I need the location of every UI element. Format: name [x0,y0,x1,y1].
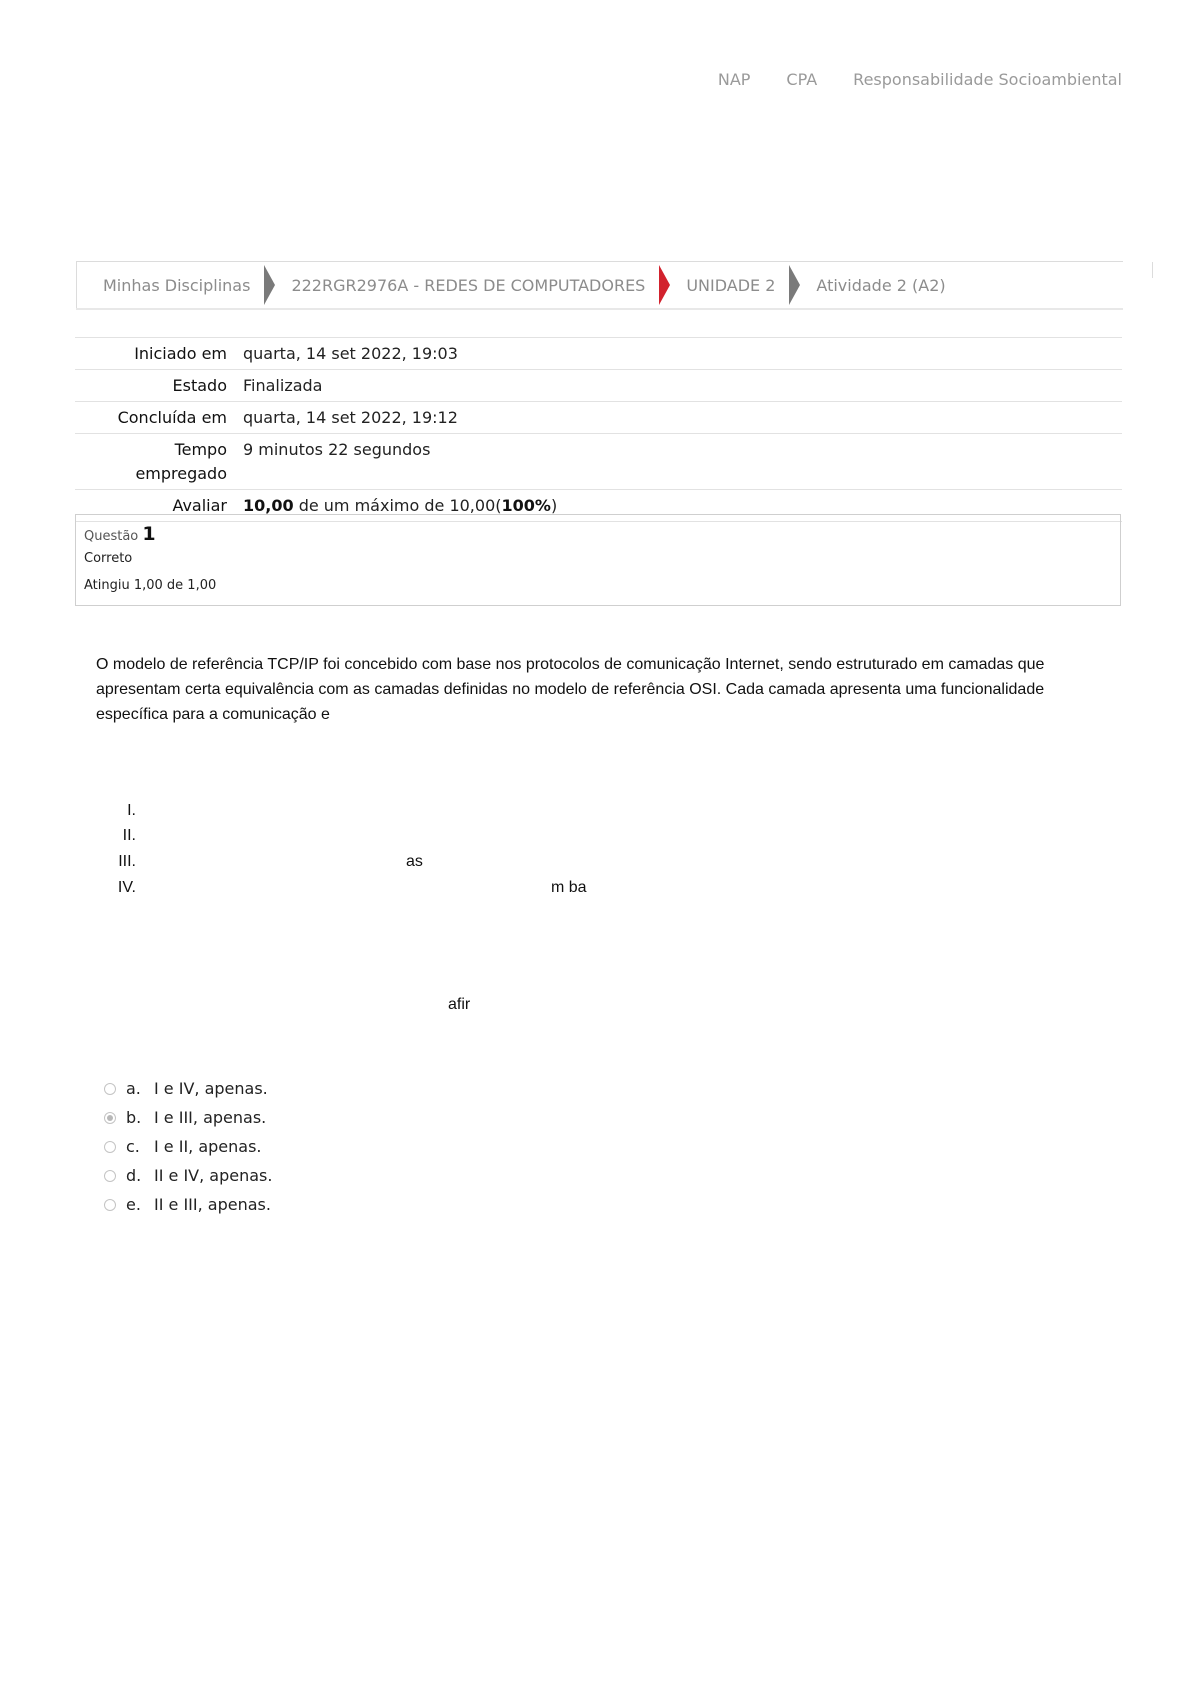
answer-text: II e IV, apenas. [154,1166,273,1185]
summary-row-completed [75,402,1122,434]
question-text: O modelo de referência TCP/IP foi concebido com base nos protocolos de comunicação Internet, sendo estruturado em camadas que apresentam certa equivalência com as camadas definidas no modelo de referência OSI. Cada camada apresenta uma funcionalidade específica para a comunicação e [96,656,1045,723]
answer-letter: d. [126,1166,142,1185]
question-number [84,523,1112,545]
breadcrumb-separator-icon [264,265,275,305]
statement-number: IV. [117,879,136,896]
radio-button[interactable] [104,1199,116,1211]
nav-link-responsabilidade-socioambiental[interactable]: Responsabilidade Socioambiental [853,70,1122,89]
statement-text: as [406,853,423,870]
answer-option-b[interactable] [104,1103,272,1132]
question-status: Correto [84,551,133,566]
grade-percent: 100% [501,496,551,515]
breadcrumb-item-course[interactable]: 222RGR2976A - REDES DE COMPUTADORES [291,275,646,295]
radio-button[interactable] [104,1170,116,1182]
answer-option-e[interactable] [104,1190,272,1219]
breadcrumb-separator-icon [659,265,670,305]
completed-label: Concluída em [117,408,227,427]
question-points: Atingiu 1,00 de 1,00 [84,578,217,593]
radio-button-selected[interactable] [104,1112,116,1124]
state-value: Finalizada [243,376,323,395]
statement-text: m ba [551,879,587,896]
started-label: Iniciado em [134,344,227,363]
answer-text: II e III, apenas. [154,1195,271,1214]
breadcrumb [77,262,1123,308]
time-label-line-2: empregado [135,464,227,483]
time-label-line-1: Tempo [174,440,227,459]
grade-label: Avaliar [172,496,227,515]
statement-number: I. [127,802,136,819]
answer-text: I e III, apenas. [154,1108,267,1127]
summary-row-time [75,434,1122,490]
time-value: 9 minutos 22 segundos [243,440,431,459]
time-label [75,434,235,490]
state-label: Estado [172,376,227,395]
breadcrumb-separator-icon [789,265,800,305]
question-fragment-text: afir [448,996,471,1013]
answer-letter: e. [126,1195,141,1214]
question-label: Questão [84,529,139,544]
grade-end: ) [550,496,558,515]
radio-button[interactable] [104,1083,116,1095]
breadcrumb-item-atividade[interactable]: Atividade 2 (A2) [816,275,946,295]
answer-letter: a. [126,1079,141,1098]
grade-score: 10,00 [243,496,294,515]
nav-link-nap[interactable]: NAP [717,70,751,89]
statement-number: II. [122,827,136,844]
started-value: quarta, 14 set 2022, 19:03 [243,344,458,363]
attempt-summary-table [75,337,1122,522]
answer-letter: b. [126,1108,142,1127]
answer-option-a[interactable] [104,1074,272,1103]
nav-link-cpa[interactable]: CPA [786,70,818,89]
answer-text: I e IV, apenas. [154,1079,268,1098]
answer-options [104,1074,272,1219]
breadcrumb-bar [76,261,1123,308]
completed-value: quarta, 14 set 2022, 19:12 [243,408,458,427]
statement-number: III. [118,853,136,870]
summary-row-started [75,338,1122,370]
answer-option-d[interactable] [104,1161,272,1190]
grade-mid: de um máximo de 10,00( [293,496,502,515]
answer-option-c[interactable] [104,1132,272,1161]
top-navigation [718,70,1122,89]
summary-row-state [75,370,1122,402]
answer-text: I e II, apenas. [154,1137,262,1156]
radio-button[interactable] [104,1141,116,1153]
question-info-box [75,514,1121,606]
question-number-value: 1 [142,523,156,545]
breadcrumb-item-unidade[interactable]: UNIDADE 2 [686,275,776,295]
breadcrumb-item-minhas-disciplinas[interactable]: Minhas Disciplinas [103,275,251,295]
answer-letter: c. [126,1137,140,1156]
